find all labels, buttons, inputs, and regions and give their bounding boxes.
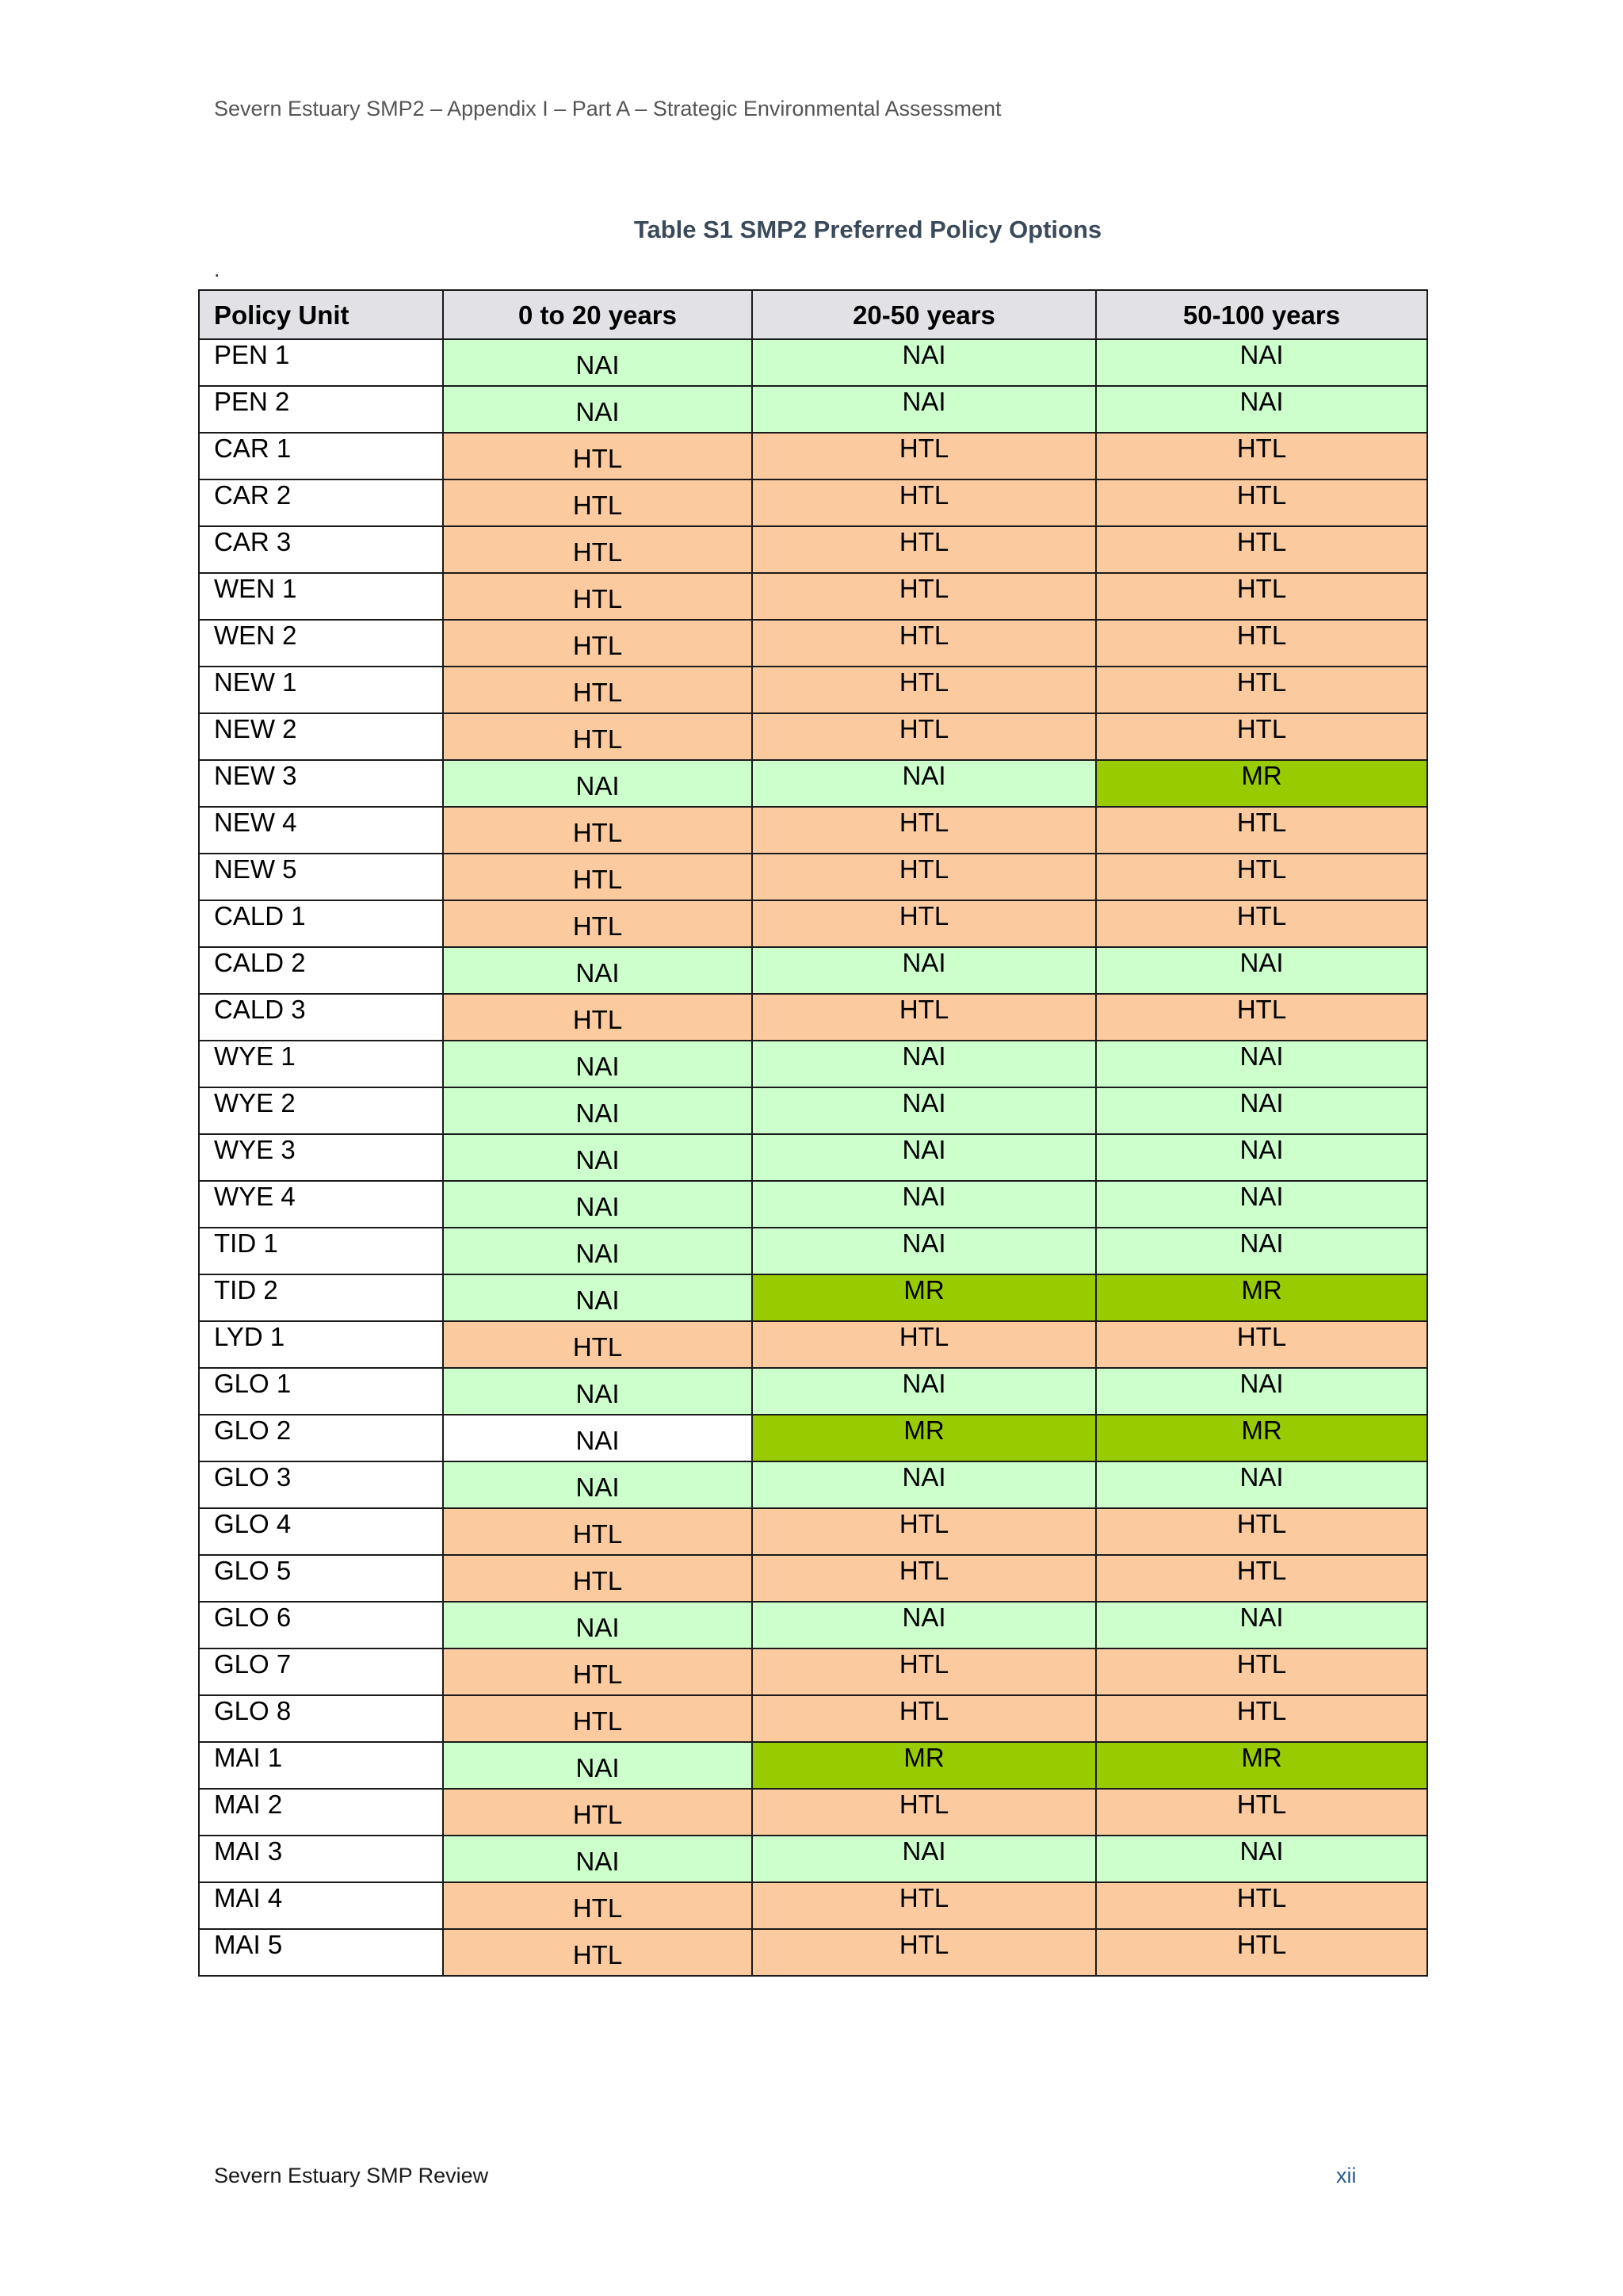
policy-50-100-cell: HTL	[1096, 1648, 1427, 1695]
policy-0-20-cell: NAI	[443, 1742, 752, 1789]
policy-unit-cell: GLO 4	[199, 1508, 443, 1555]
policy-50-100-cell: HTL	[1096, 526, 1427, 573]
policy-20-50-cell: HTL	[752, 667, 1096, 713]
policy-0-20-cell: NAI	[443, 1228, 752, 1274]
table-title: Table S1 SMP2 Preferred Policy Options	[633, 216, 1102, 243]
policy-20-50-cell: NAI	[752, 339, 1096, 386]
running-footer: Severn Estuary SMP Review	[214, 2164, 489, 2187]
policy-0-20-cell: HTL	[443, 713, 752, 760]
policy-0-20-cell: NAI	[443, 1415, 752, 1461]
policy-0-20-cell: NAI	[443, 1087, 752, 1134]
policy-20-50-cell: NAI	[752, 1228, 1096, 1274]
policy-0-20-cell: HTL	[443, 854, 752, 900]
policy-20-50-cell: NAI	[752, 1134, 1096, 1181]
policy-20-50-cell: HTL	[752, 1648, 1096, 1695]
policy-50-100-cell: HTL	[1096, 1321, 1427, 1368]
policy-20-50-cell: HTL	[752, 1882, 1096, 1929]
header-policy-unit: Policy Unit	[199, 290, 443, 339]
page-number: xii	[1336, 2164, 1357, 2187]
policy-50-100-cell: MR	[1096, 760, 1427, 807]
policy-20-50-cell: NAI	[752, 386, 1096, 433]
policy-20-50-cell: MR	[752, 1415, 1096, 1461]
policy-0-20-cell: HTL	[443, 1508, 752, 1555]
policy-50-100-cell: NAI	[1096, 1181, 1427, 1228]
table-row	[199, 1087, 1427, 1134]
policy-unit-cell: MAI 1	[199, 1742, 443, 1789]
policy-20-50-cell: NAI	[752, 947, 1096, 994]
policy-unit-cell: NEW 2	[199, 713, 443, 760]
policy-unit-cell: MAI 2	[199, 1789, 443, 1836]
policy-20-50-cell: HTL	[752, 807, 1096, 854]
policy-unit-cell: GLO 6	[199, 1602, 443, 1648]
policy-50-100-cell: HTL	[1096, 479, 1427, 526]
running-header: Severn Estuary SMP2 – Appendix I – Part A – Strategic Environmental Assessment	[214, 97, 1002, 120]
policy-0-20-cell: NAI	[443, 1134, 752, 1181]
policy-unit-cell: GLO 2	[199, 1415, 443, 1461]
header-0-to-20-years: 0 to 20 years	[443, 290, 752, 339]
policy-50-100-cell: HTL	[1096, 994, 1427, 1041]
policy-20-50-cell: HTL	[752, 713, 1096, 760]
header-50-100-years: 50-100 years	[1096, 290, 1427, 339]
policy-unit-cell: NEW 4	[199, 807, 443, 854]
policy-0-20-cell: NAI	[443, 386, 752, 433]
table-row	[199, 1181, 1427, 1228]
table-row	[199, 526, 1427, 573]
policy-20-50-cell: MR	[752, 1742, 1096, 1789]
policy-0-20-cell: HTL	[443, 433, 752, 479]
table-row	[199, 479, 1427, 526]
table-row	[199, 667, 1427, 713]
table-row	[199, 1789, 1427, 1836]
policy-0-20-cell: NAI	[443, 1602, 752, 1648]
policy-0-20-cell: HTL	[443, 1648, 752, 1695]
policy-20-50-cell: HTL	[752, 620, 1096, 667]
policy-unit-cell: PEN 1	[199, 339, 443, 386]
table-row	[199, 1742, 1427, 1789]
policy-20-50-cell: HTL	[752, 854, 1096, 900]
policy-0-20-cell: NAI	[443, 339, 752, 386]
policy-unit-cell: CAR 1	[199, 433, 443, 479]
policy-20-50-cell: HTL	[752, 994, 1096, 1041]
policy-unit-cell: NEW 5	[199, 854, 443, 900]
policy-20-50-cell: NAI	[752, 1181, 1096, 1228]
table-body	[199, 339, 1427, 1976]
policy-20-50-cell: HTL	[752, 900, 1096, 947]
policy-50-100-cell: NAI	[1096, 1836, 1427, 1882]
policy-50-100-cell: NAI	[1096, 1228, 1427, 1274]
policy-unit-cell: WEN 1	[199, 573, 443, 620]
policy-unit-cell: CAR 3	[199, 526, 443, 573]
policy-50-100-cell: HTL	[1096, 620, 1427, 667]
policy-0-20-cell: HTL	[443, 1555, 752, 1602]
table-row	[199, 1508, 1427, 1555]
policy-0-20-cell: HTL	[443, 1789, 752, 1836]
policy-0-20-cell: NAI	[443, 1041, 752, 1087]
policy-50-100-cell: NAI	[1096, 1602, 1427, 1648]
header-20-50-years: 20-50 years	[752, 290, 1096, 339]
policy-50-100-cell: HTL	[1096, 713, 1427, 760]
table-header-row	[199, 290, 1427, 339]
policy-20-50-cell: NAI	[752, 760, 1096, 807]
policy-unit-cell: CALD 1	[199, 900, 443, 947]
policy-50-100-cell: HTL	[1096, 854, 1427, 900]
policy-0-20-cell: HTL	[443, 526, 752, 573]
table-row	[199, 1695, 1427, 1742]
policy-20-50-cell: HTL	[752, 1508, 1096, 1555]
table-row	[199, 1368, 1427, 1415]
policy-20-50-cell: NAI	[752, 1461, 1096, 1508]
policy-unit-cell: CAR 2	[199, 479, 443, 526]
policy-0-20-cell: HTL	[443, 1882, 752, 1929]
policy-50-100-cell: HTL	[1096, 1929, 1427, 1976]
table-row	[199, 1461, 1427, 1508]
policy-20-50-cell: HTL	[752, 526, 1096, 573]
policy-50-100-cell: HTL	[1096, 1555, 1427, 1602]
policy-0-20-cell: HTL	[443, 667, 752, 713]
policy-50-100-cell: HTL	[1096, 900, 1427, 947]
policy-50-100-cell: HTL	[1096, 1695, 1427, 1742]
table-row	[199, 1648, 1427, 1695]
policy-unit-cell: WYE 3	[199, 1134, 443, 1181]
policy-0-20-cell: HTL	[443, 994, 752, 1041]
table-row	[199, 854, 1427, 900]
policy-0-20-cell: NAI	[443, 1461, 752, 1508]
table-row	[199, 760, 1427, 807]
policy-20-50-cell: HTL	[752, 1929, 1096, 1976]
table-row	[199, 713, 1427, 760]
policy-20-50-cell: HTL	[752, 1695, 1096, 1742]
policy-0-20-cell: HTL	[443, 1929, 752, 1976]
policy-unit-cell: GLO 5	[199, 1555, 443, 1602]
policy-0-20-cell: NAI	[443, 1181, 752, 1228]
policy-unit-cell: PEN 2	[199, 386, 443, 433]
policy-20-50-cell: HTL	[752, 1789, 1096, 1836]
table-row	[199, 573, 1427, 620]
policy-0-20-cell: HTL	[443, 900, 752, 947]
policy-0-20-cell: HTL	[443, 573, 752, 620]
policy-50-100-cell: HTL	[1096, 1882, 1427, 1929]
policy-0-20-cell: NAI	[443, 1836, 752, 1882]
policy-unit-cell: CALD 2	[199, 947, 443, 994]
policy-50-100-cell: NAI	[1096, 1368, 1427, 1415]
policy-20-50-cell: HTL	[752, 573, 1096, 620]
table-row	[199, 1274, 1427, 1321]
policy-50-100-cell: NAI	[1096, 1134, 1427, 1181]
policy-0-20-cell: HTL	[443, 1695, 752, 1742]
policy-unit-cell: WYE 4	[199, 1181, 443, 1228]
policy-0-20-cell: NAI	[443, 1368, 752, 1415]
policy-50-100-cell: NAI	[1096, 1461, 1427, 1508]
policy-50-100-cell: NAI	[1096, 1087, 1427, 1134]
policy-unit-cell: TID 1	[199, 1228, 443, 1274]
policy-50-100-cell: NAI	[1096, 947, 1427, 994]
policy-50-100-cell: MR	[1096, 1415, 1427, 1461]
table-row	[199, 1882, 1427, 1929]
policy-50-100-cell: HTL	[1096, 807, 1427, 854]
policy-20-50-cell: NAI	[752, 1836, 1096, 1882]
policy-0-20-cell: NAI	[443, 947, 752, 994]
table-row	[199, 1134, 1427, 1181]
policy-unit-cell: GLO 8	[199, 1695, 443, 1742]
table-row	[199, 900, 1427, 947]
policy-unit-cell: GLO 7	[199, 1648, 443, 1695]
policy-unit-cell: NEW 3	[199, 760, 443, 807]
policy-20-50-cell: NAI	[752, 1368, 1096, 1415]
policy-20-50-cell: MR	[752, 1274, 1096, 1321]
policy-0-20-cell: HTL	[443, 807, 752, 854]
policy-unit-cell: MAI 4	[199, 1882, 443, 1929]
policy-50-100-cell: NAI	[1096, 339, 1427, 386]
table-row	[199, 433, 1427, 479]
policy-50-100-cell: MR	[1096, 1742, 1427, 1789]
policy-20-50-cell: HTL	[752, 1321, 1096, 1368]
table-row	[199, 994, 1427, 1041]
table-row	[199, 1836, 1427, 1882]
table-row	[199, 1228, 1427, 1274]
policy-20-50-cell: NAI	[752, 1602, 1096, 1648]
policy-50-100-cell: HTL	[1096, 573, 1427, 620]
table-row	[199, 1041, 1427, 1087]
table-row	[199, 1929, 1427, 1976]
policy-50-100-cell: HTL	[1096, 1508, 1427, 1555]
table-row	[199, 339, 1427, 386]
table-row	[199, 1555, 1427, 1602]
table-row	[199, 807, 1427, 854]
policy-20-50-cell: NAI	[752, 1041, 1096, 1087]
policy-20-50-cell: HTL	[752, 433, 1096, 479]
policy-20-50-cell: NAI	[752, 1087, 1096, 1134]
policy-unit-cell: GLO 3	[199, 1461, 443, 1508]
policy-unit-cell: LYD 1	[199, 1321, 443, 1368]
policy-0-20-cell: NAI	[443, 760, 752, 807]
policy-20-50-cell: HTL	[752, 1555, 1096, 1602]
table-row	[199, 1602, 1427, 1648]
policy-unit-cell: MAI 3	[199, 1836, 443, 1882]
policy-unit-cell: MAI 5	[199, 1929, 443, 1976]
policy-0-20-cell: HTL	[443, 620, 752, 667]
policy-unit-cell: WYE 1	[199, 1041, 443, 1087]
policy-0-20-cell: HTL	[443, 1321, 752, 1368]
table-row	[199, 1321, 1427, 1368]
policy-0-20-cell: NAI	[443, 1274, 752, 1321]
table-row	[199, 386, 1427, 433]
policy-unit-cell: TID 2	[199, 1274, 443, 1321]
policy-unit-cell: NEW 1	[199, 667, 443, 713]
policy-unit-cell: CALD 3	[199, 994, 443, 1041]
table-row	[199, 620, 1427, 667]
policy-unit-cell: GLO 1	[199, 1368, 443, 1415]
policy-50-100-cell: MR	[1096, 1274, 1427, 1321]
policy-unit-cell: WEN 2	[199, 620, 443, 667]
policy-0-20-cell: HTL	[443, 479, 752, 526]
policy-50-100-cell: HTL	[1096, 433, 1427, 479]
policy-unit-cell: WYE 2	[199, 1087, 443, 1134]
stray-mark: .	[214, 258, 220, 281]
policy-20-50-cell: HTL	[752, 479, 1096, 526]
policy-50-100-cell: HTL	[1096, 667, 1427, 713]
policy-options-table	[198, 289, 1428, 1977]
policy-50-100-cell: NAI	[1096, 1041, 1427, 1087]
policy-50-100-cell: HTL	[1096, 1789, 1427, 1836]
policy-50-100-cell: NAI	[1096, 386, 1427, 433]
table-row	[199, 1415, 1427, 1461]
table-row	[199, 947, 1427, 994]
